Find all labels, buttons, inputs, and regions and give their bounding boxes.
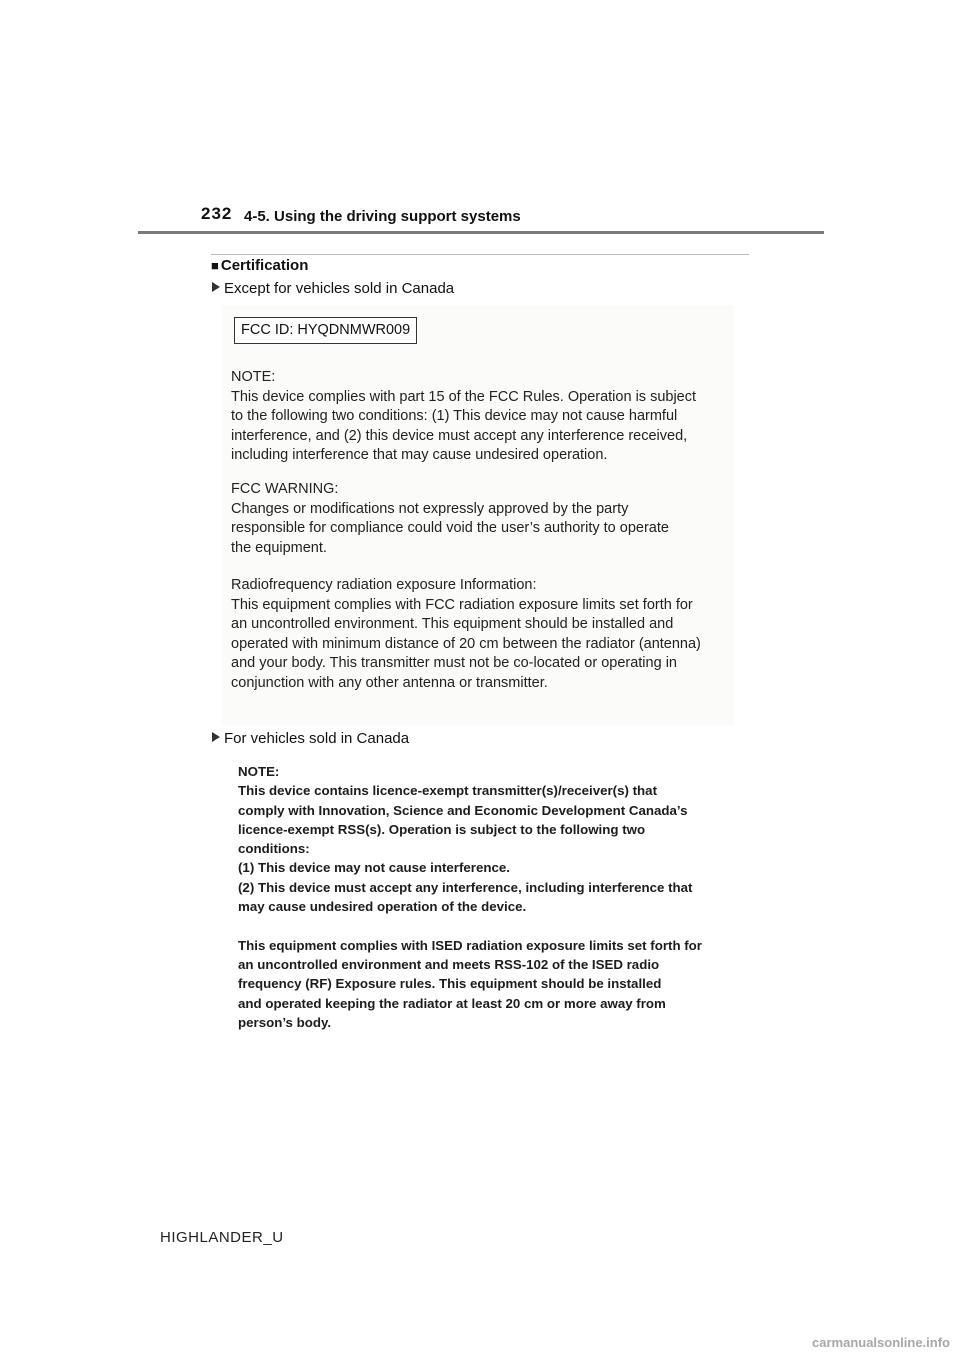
certification-heading xyxy=(211,257,308,274)
triangle-bullet-icon xyxy=(212,282,220,292)
fcc-note-text: NOTE: This device complies with part 15 of the FCC Rules. Operation is subject to the following two conditions: (1) This device may not cause harmful interference, and (2) this device must accept any interference received, including interference that may cause undesired operation. xyxy=(231,369,697,463)
content-rule xyxy=(211,254,749,255)
bullet-canada xyxy=(212,730,409,747)
fcc-warning-text: FCC WARNING: Changes or modifications not expressly approved by the party responsible for compliance could void the user’s authority to operate the equipment. xyxy=(231,481,669,556)
bullet-text: Except for vehicles sold in Canada xyxy=(224,280,455,297)
fcc-notice-image xyxy=(222,305,734,725)
triangle-bullet-icon xyxy=(212,732,220,742)
heading-text: Certification xyxy=(220,257,309,274)
header-rule xyxy=(138,231,824,234)
watermark: carmanualsonline.info xyxy=(812,1335,950,1350)
radiation-info-text: Radiofrequency radiation exposure Information: This equipment complies with FCC radiation exposure limits set forth for an uncontrolled environment. This equipment should be installed and operated with minimum distance of 20 cm between the radiator (antenna) and your body. This transmitter must not be co-located or operating in conjunction with any other antenna or transmitter. xyxy=(231,577,701,691)
bullet-except-canada xyxy=(212,280,454,297)
page-header xyxy=(201,200,821,234)
page-number: 232 xyxy=(201,204,233,223)
bullet-text: For vehicles sold in Canada xyxy=(224,730,410,747)
canada-notice-image xyxy=(232,757,732,1030)
footer-model: HIGHLANDER_U xyxy=(160,1229,284,1246)
square-marker-icon: ■ xyxy=(211,258,219,273)
canada-notice-text: NOTE: This device contains licence-exempt transmitter(s)/receiver(s) that comply with Innovation, Science and Economic Development Canada’s licence-exempt RSS(s). Operation is subject to the following two conditions: (1) This device may not cause interference. (2) This device must accept any interference, including interference that may cause undesired operation of the device. This equipment complies with ISED radiation exposure limits set forth for an uncontrolled environment and meets RSS-102 of the ISED radio frequency (RF) Exposure rules. This equipment should be installed and operated keeping the radiator at least 20 cm or more away from person’s body. xyxy=(238,764,702,1030)
section-title: 4-5. Using the driving support systems xyxy=(244,208,521,225)
fcc-id-box: FCC ID: HYQDNMWR009 xyxy=(234,317,417,344)
